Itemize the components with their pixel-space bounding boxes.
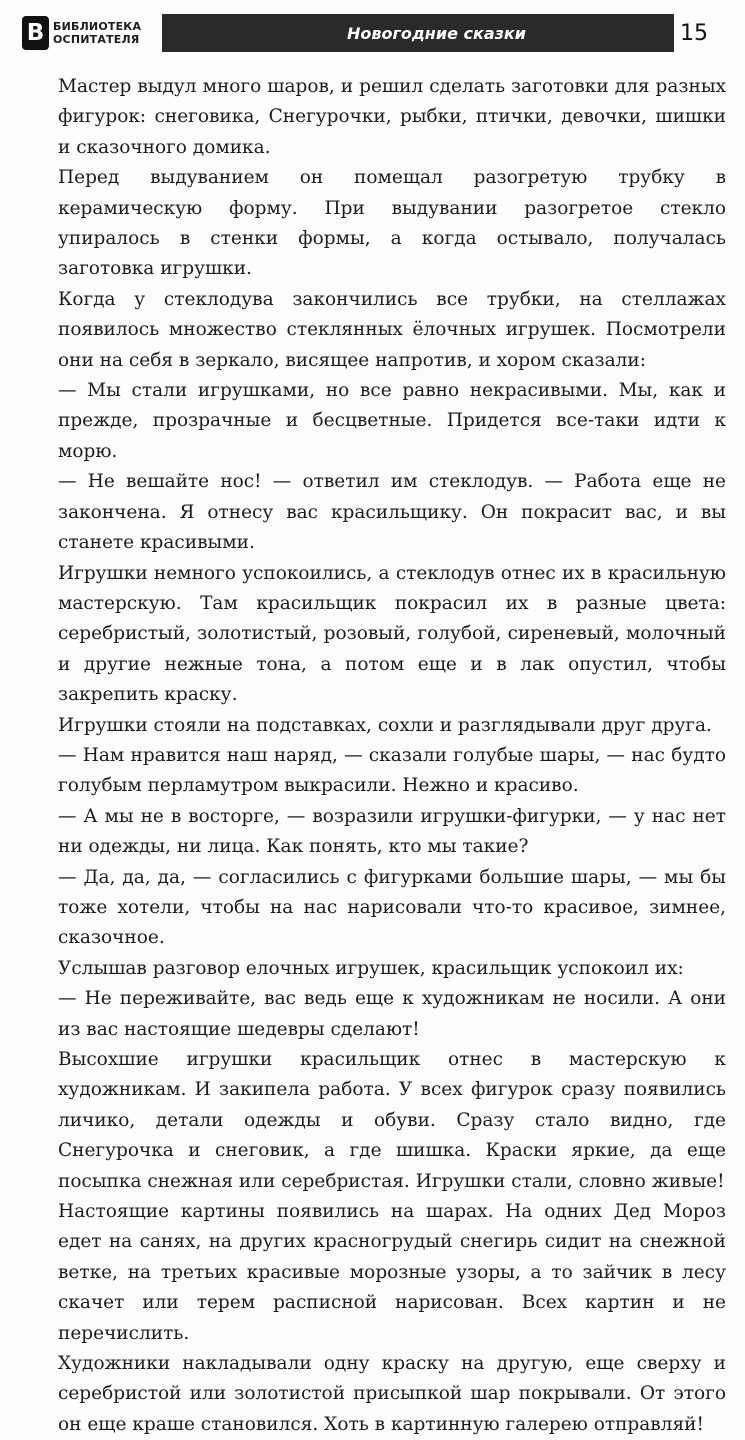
paragraph: Когда у стеклодува закончились все трубки, на стеллажах появилось множество стеклянных ёлочных игрушек. Посмотрели они на себя в зеркало, висящее напротив, и хором сказали: xyxy=(58,288,726,371)
paragraph: — А мы не в восторге, — возразили игрушки-фигурки, — у нас нет ни одежды, ни лица. Как понять, кто мы такие? xyxy=(58,805,726,858)
paragraph: Игрушки немного успокоились, а стеклодув отнес их в красильную мастерскую. Там красильщик покрасил их в разные цвета: серебристый, золотистый, розовый, голубой, сиреневый, молочный и другие нежные тона, а потом еще и в лак опустил, чтобы закрепить краску. xyxy=(58,562,726,706)
paragraph: Услышав разговор елочных игрушек, красильщик успокоил их: xyxy=(58,957,684,979)
series-logo xyxy=(22,12,158,54)
paragraph: — Мы стали игрушками, но все равно некрасивыми. Мы, как и прежде, прозрачные и бесцветные. Придется все-таки идти к морю. xyxy=(58,380,726,462)
paragraph: — Не переживайте, вас ведь еще к художникам не носили. А они из вас настоящие шедевры сделают! xyxy=(58,988,726,1040)
paragraph: — Не вешайте нос! — ответил им стеклодув. — Работа еще не закончена. Я отнесу вас красильщику. Он покрасит вас, и вы станете красивыми. xyxy=(58,471,726,554)
logo-text xyxy=(53,20,141,46)
paragraph: Художники накладывали одну краску на другую, еще сверху и серебристой или золотистой присыпкой шар покрывали. От этого он еще краше становился. Хоть в картинную галерею отправляй! xyxy=(58,1353,726,1435)
paragraph: Игрушки стояли на подставках, сохли и разглядывали друг друга. xyxy=(58,714,712,736)
page-number: 15 xyxy=(680,20,708,46)
paragraph: Мастер выдул много шаров, и решил сделать заготовки для разных фигурок: снеговика, Снегурочки, рыбки, птички, девочки, шишки и сказочного домика. xyxy=(58,76,726,158)
paragraph: Настоящие картины появились на шарах. На одних Дед Мороз едет на санях, на других красногрудый снегирь сидит на снежной ветке, на третьих красивые морозные узоры, а то зайчик в лесу скачет или терем расписной нарисован. Всех картин и не перечислить. xyxy=(58,1201,726,1344)
logo-line-1: БИБЛИОТЕКА xyxy=(53,20,142,33)
paragraph: Перед выдуванием он помещал разогретую трубку в керамическую форму. При выдувании разогретое стекло упиралось в стенки формы, а когда остывало, получалась заготовка игрушки. xyxy=(58,167,726,280)
paragraph: — Нам нравится наш наряд, — сказали голубые шары, — нас будто голубым перламутром выкрасили. Нежно и красиво. xyxy=(58,744,726,797)
book-title: Новогодние сказки xyxy=(347,23,526,43)
page-body xyxy=(58,72,726,1440)
logo-line-2: ОСПИТАТЕЛЯ xyxy=(53,33,140,46)
page-header xyxy=(22,12,730,54)
logo-mark: B xyxy=(22,16,49,50)
paragraph: Высохшие игрушки красильщик отнес в мастерскую к художникам. И закипела работа. У всех фигурок сразу появились личико, детали одежды и обуви. Сразу стало видно, где Снегурочка и снеговик, а где шишка. Краски яркие, да еще посыпка снежная или серебристая. Игрушки стали, словно живые! xyxy=(58,1049,726,1192)
paragraph: — Да, да, да, — согласились с фигурками большие шары, — мы бы тоже хотели, чтобы на нас нарисовали что-то красивое, зимнее, сказочное. xyxy=(58,866,726,949)
title-bar xyxy=(162,14,674,52)
